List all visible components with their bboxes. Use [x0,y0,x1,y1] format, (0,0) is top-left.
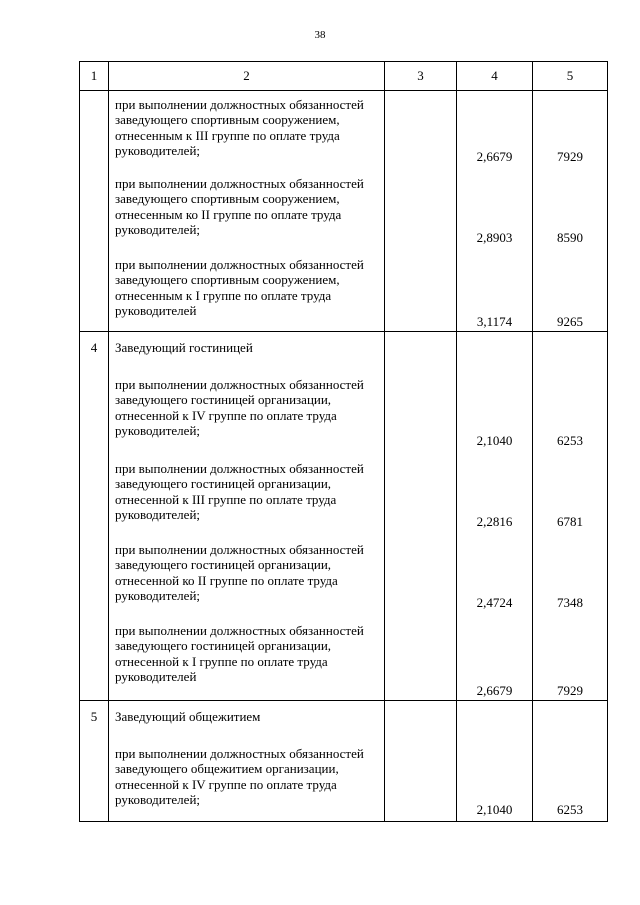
list-item: при выполнении должностных обязанностей заведующего общежитием организации, отнесенной к IV группе по оплате труда руководителей; [115,746,364,807]
row-col-4 [457,332,533,701]
coefficient-value: 2,6679 [476,148,513,164]
salary-table [79,61,608,822]
row-description [109,332,385,701]
coefficient-value: 2,2816 [476,513,513,529]
list-item: при выполнении должностных обязанностей заведующего спортивным сооружением, отнесенным к I группе по оплате труда руководителей [115,257,364,318]
row-col-3 [385,332,457,701]
list-item: при выполнении должностных обязанностей заведующего гостиницей организации, отнесенной ко II группе по оплате труда руководителей; [115,542,364,603]
list-item: при выполнении должностных обязанностей заведующего спортивным сооружением, отнесенным к III группе по оплате труда руководителей; [115,97,364,158]
header-col-5: 5 [533,62,608,91]
coefficient-value: 2,1040 [476,432,513,448]
row-col-5 [533,701,608,822]
salary-value: 9265 [557,313,583,329]
row-col-3 [385,701,457,822]
page-number: 38 [314,29,326,41]
salary-value: 6253 [557,432,583,448]
coefficient-value: 2,6679 [476,682,513,698]
row-title: Заведующий гостиницей [115,340,253,355]
salary-value: 7929 [557,682,583,698]
header-col-2: 2 [109,62,385,91]
row-title: Заведующий общежитием [115,709,261,724]
coefficient-value: 3,1174 [476,313,513,329]
row-col-4 [457,91,533,332]
header-col-4: 4 [457,62,533,91]
coefficient-value: 2,8903 [476,229,513,245]
salary-value: 8590 [557,229,583,245]
salary-value: 7929 [557,148,583,164]
salary-value: 7348 [557,594,583,610]
table-row [80,701,608,822]
row-col-4 [457,701,533,822]
row-number: 5 [80,701,109,822]
salary-value: 6253 [557,801,583,817]
table-header-row [80,62,608,91]
salary-value: 6781 [557,513,583,529]
table-row [80,91,608,332]
coefficient-value: 2,4724 [476,594,513,610]
header-col-1: 1 [80,62,109,91]
row-number [80,91,109,332]
row-col-5 [533,332,608,701]
list-item: при выполнении должностных обязанностей заведующего гостиницей организации, отнесенной к IV группе по оплате труда руководителей; [115,377,364,438]
row-description [109,91,385,332]
header-col-3: 3 [385,62,457,91]
row-col-3 [385,91,457,332]
list-item: при выполнении должностных обязанностей заведующего гостиницей организации, отнесенной к I группе по оплате труда руководителей [115,623,364,684]
list-item: при выполнении должностных обязанностей заведующего спортивным сооружением, отнесенным ко II группе по оплате труда руководителей; [115,176,364,237]
coefficient-value: 2,1040 [476,801,513,817]
row-col-5 [533,91,608,332]
table-row [80,332,608,701]
row-description [109,701,385,822]
row-number: 4 [80,332,109,701]
list-item: при выполнении должностных обязанностей заведующего гостиницей организации, отнесенной к III группе по оплате труда руководителей; [115,461,364,522]
